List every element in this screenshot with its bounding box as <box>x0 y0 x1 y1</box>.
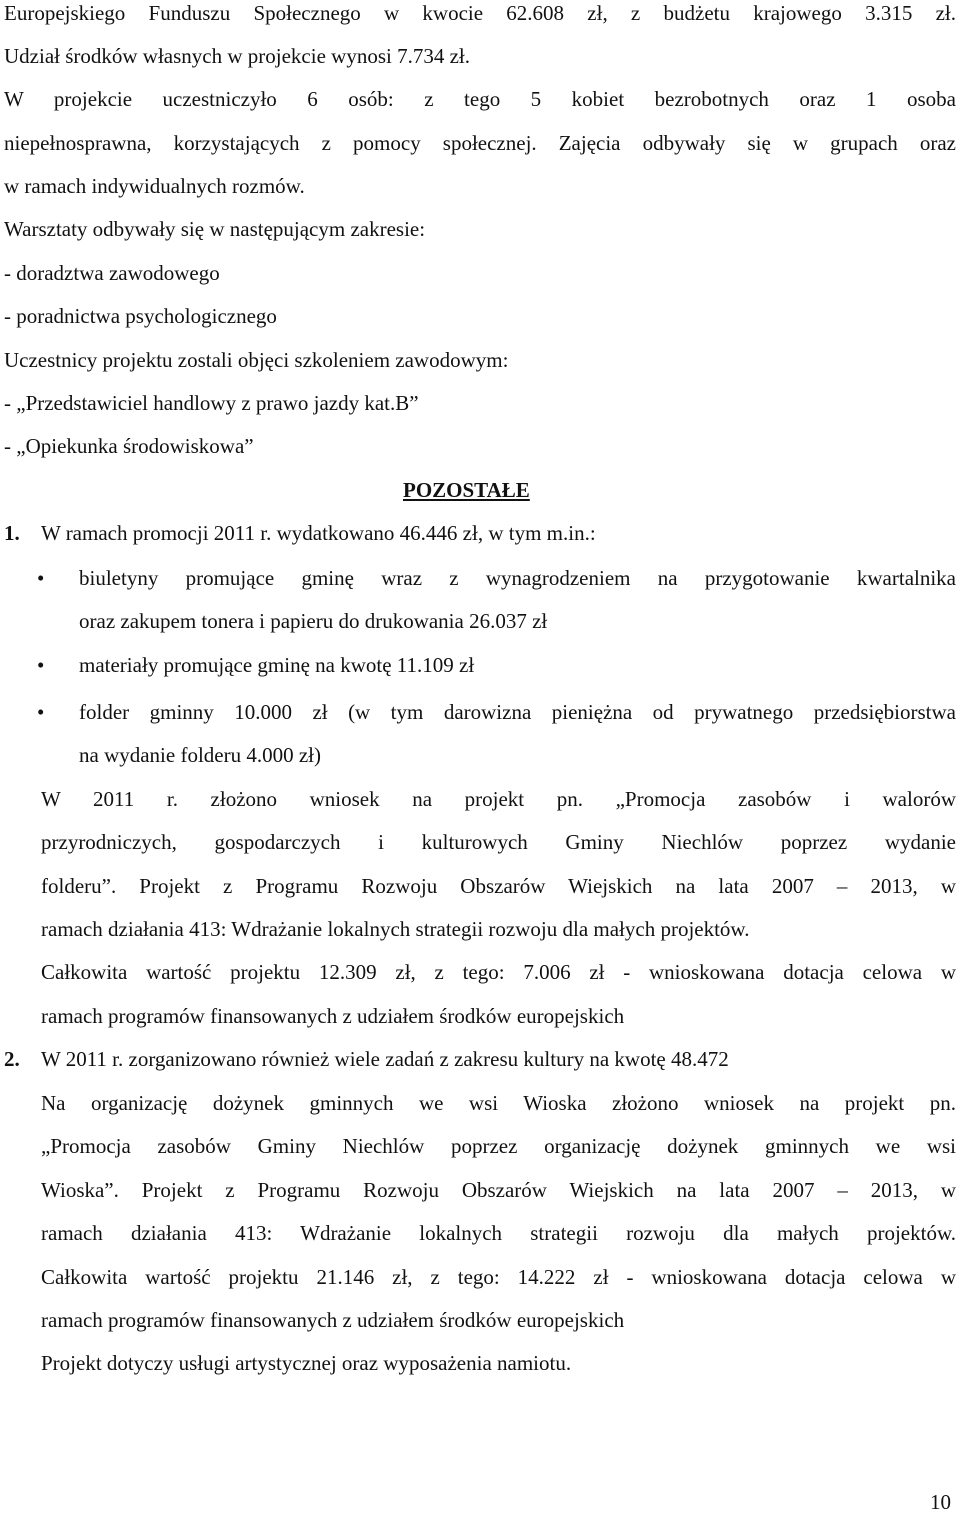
page-number: 10 <box>930 1490 951 1514</box>
text-line: W projekcie uczestniczyło 6 osób: z tego 5 kobiet bezrobotnych oraz 1 osoba <box>4 87 956 111</box>
text-line: niepełnosprawna, korzystających z pomocy społecznej. Zajęcia odbywały się w grupach oraz <box>4 131 956 155</box>
list-number: 2. <box>4 1047 20 1071</box>
list-item-text: W 2011 r. zorganizowano również wiele zadań z zakresu kultury na kwotę 48.472 <box>41 1047 729 1071</box>
text-line: Warsztaty odbywały się w następującym zakresie: <box>4 217 426 241</box>
text-line: Udział środków własnych w projekcie wynosi 7.734 zł. <box>4 44 470 68</box>
paragraph-line: ramach programów finansowanych z udziałem środków europejskich <box>41 1308 625 1332</box>
list-item: - doradztwa zawodowego <box>4 261 220 285</box>
paragraph-line: Całkowita wartość projektu 12.309 zł, z tego: 7.006 zł - wnioskowana dotacja celowa w <box>41 960 956 984</box>
bullet-icon: • <box>37 653 45 677</box>
bullet-text: oraz zakupem tonera i papieru do drukowania 26.037 zł <box>79 609 548 633</box>
paragraph-line: Wioska”. Projekt z Programu Rozwoju Obszarów Wiejskich na lata 2007 – 2013, w <box>41 1178 956 1202</box>
list-item: - poradnictwa psychologicznego <box>4 304 277 328</box>
list-item: - „Przedstawiciel handlowy z prawo jazdy kat.B” <box>4 391 419 415</box>
text-line: Europejskiego Funduszu Społecznego w kwocie 62.608 zł, z budżetu krajowego 3.315 zł. <box>4 1 956 25</box>
paragraph-line: przyrodniczych, gospodarczych i kulturowych Gminy Niechlów poprzez wydanie <box>41 830 956 854</box>
bullet-icon: • <box>37 566 45 590</box>
bullet-text: na wydanie folderu 4.000 zł) <box>79 743 322 767</box>
paragraph-line: „Promocja zasobów Gminy Niechlów poprzez organizację dożynek gminnych we wsi <box>41 1134 956 1158</box>
paragraph-line: Projekt dotyczy usługi artystycznej oraz wyposażenia namiotu. <box>41 1351 572 1375</box>
bullet-text: materiały promujące gminę na kwotę 11.109 zł <box>79 653 475 677</box>
paragraph-line: Całkowita wartość projektu 21.146 zł, z tego: 14.222 zł - wnioskowana dotacja celowa w <box>41 1265 956 1289</box>
bullet-text: biuletyny promujące gminę wraz z wynagrodzeniem na przygotowanie kwartalnika <box>79 566 956 590</box>
bullet-icon: • <box>37 700 45 724</box>
list-number: 1. <box>4 521 20 545</box>
paragraph-line: W 2011 r. złożono wniosek na projekt pn. „Promocja zasobów i walorów <box>41 787 956 811</box>
paragraph-line: ramach programów finansowanych z udziałem środków europejskich <box>41 1004 625 1028</box>
paragraph-line: folderu”. Projekt z Programu Rozwoju Obszarów Wiejskich na lata 2007 – 2013, w <box>41 874 956 898</box>
text-line: w ramach indywidualnych rozmów. <box>4 174 305 198</box>
text-line: Uczestnicy projektu zostali objęci szkoleniem zawodowym: <box>4 348 509 372</box>
list-item: - „Opiekunka środowiskowa” <box>4 434 254 458</box>
paragraph-line: Na organizację dożynek gminnych we wsi Wioska złożono wniosek na projekt pn. <box>41 1091 956 1115</box>
paragraph-line: ramach działania 413: Wdrażanie lokalnych strategii rozwoju dla małych projektów. <box>41 1221 956 1245</box>
section-heading: POZOSTAŁE <box>403 478 530 502</box>
bullet-text: folder gminny 10.000 zł (w tym darowizna pieniężna od prywatnego przedsiębiorstwa <box>79 700 956 724</box>
paragraph-line: ramach działania 413: Wdrażanie lokalnych strategii rozwoju dla małych projektów. <box>41 917 750 941</box>
list-item-text: W ramach promocji 2011 r. wydatkowano 46.446 zł, w tym m.in.: <box>41 521 596 545</box>
